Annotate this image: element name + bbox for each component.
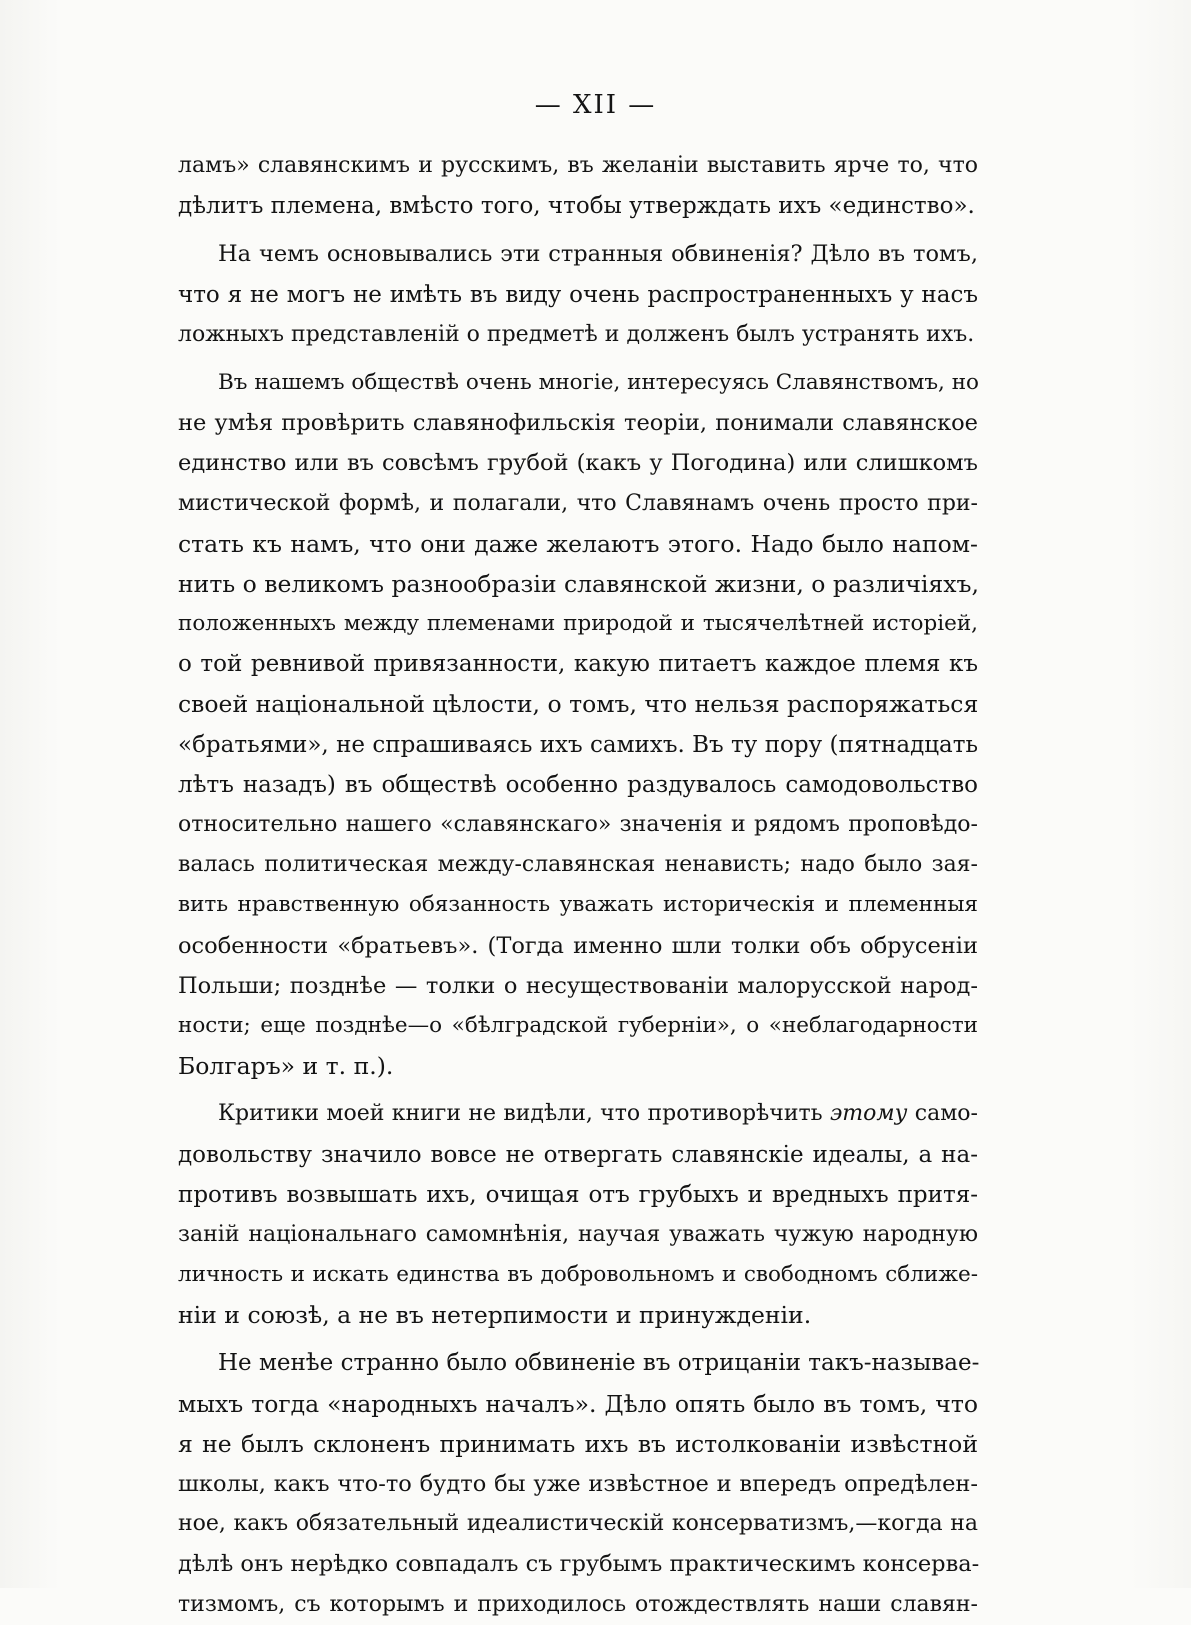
text-line: о той ревнивой привязанности, какую питаетъ каждое племя къ <box>178 651 978 678</box>
paragraph-4 <box>178 1094 978 1335</box>
paragraph-2 <box>178 234 978 355</box>
text-line: тизмомъ, съ которымъ и приходилось отождествлять наши славян- <box>178 1591 978 1617</box>
text-line: лѣтъ назадъ) въ обществѣ особенно раздувалось самодовольство <box>178 771 978 798</box>
page-number-header: — XII — <box>534 90 657 120</box>
paragraph-3 <box>178 363 978 1086</box>
text-line: я не былъ склоненъ принимать ихъ въ истолкованіи извѣстной <box>178 1429 978 1458</box>
text-line: На чемъ основывались эти странныя обвиненія? Дѣло въ томъ, <box>218 241 978 268</box>
text-line: что я не могъ не имѣть въ виду очень распространенныхъ у насъ <box>178 281 978 308</box>
text-line: нить о великомъ разнообразіи славянской жизни, о различіяхъ, <box>178 569 979 598</box>
text-line: мистической формѣ, и полагали, что Славянамъ очень просто при- <box>178 490 978 516</box>
text-line: дѣлѣ онъ нерѣдко совпадалъ съ грубымъ практическимъ консерва- <box>178 1551 980 1578</box>
text-line: не умѣя провѣрить славянофильскія теоріи, понимали славянское <box>178 410 978 437</box>
text-line: заній національнаго самомнѣнія, научая уважать чужую народную <box>178 1221 978 1247</box>
text-line: довольству значило вовсе не отвергать славянскіе идеалы, а на- <box>178 1141 978 1168</box>
text-line: ное, какъ обязательный идеалистическій консерватизмъ,—когда на <box>178 1511 978 1537</box>
text-line: Въ нашемъ обществѣ очень многіе, интересуясь Славянствомъ, но <box>218 369 979 395</box>
text-line: противъ возвышать ихъ, очищая отъ грубыхъ и вредныхъ притя- <box>178 1181 978 1208</box>
text-line: положенныхъ между племенами природой и тысячелѣтней исторіей, <box>178 611 978 637</box>
text-line: Польши; позднѣе — толки о несуществованіи малорусской народ- <box>178 972 978 999</box>
text-line: «братьями», не спрашиваясь ихъ самихъ. Въ ту пору (пятнадцать <box>178 731 978 758</box>
text-line: единство или въ совсѣмъ грубой (какъ у Погодина) или слишкомъ <box>178 450 978 477</box>
text-line: Болгаръ» и т. п.). <box>178 1052 394 1081</box>
text-line: своей національной цѣлости, о томъ, что нельзя распоряжаться <box>178 690 979 719</box>
text-line: мыхъ тогда «народныхъ началъ». Дѣло опять было въ томъ, что <box>178 1389 978 1418</box>
text-line: ности; еще позднѣе—о «бѣлградской губерніи», о «неблагодарности <box>178 1012 978 1038</box>
text-line: дѣлитъ племена, вмѣсто того, чтобы утверждать ихъ «единство». <box>178 193 975 220</box>
text-line: Критики моей книги не видѣли, что противорѣчить этому само- <box>218 1101 978 1127</box>
text-line: относительно нашего «славянскаго» значенія и рядомъ проповѣдо- <box>178 812 978 837</box>
text-line: ніи и союзѣ, а не въ нетерпимости и принужденіи. <box>178 1301 812 1330</box>
text-line: вить нравственную обязанность уважать историческія и племенныя <box>178 892 978 918</box>
body-text <box>178 146 978 1625</box>
text-line: особенности «братьевъ». (Тогда именно шли толки объ обрусеніи <box>178 932 978 959</box>
text-line: ложныхъ представленій о предметѣ и долженъ былъ устранять ихъ. <box>178 321 975 347</box>
emphasized-word: этому <box>829 1101 908 1127</box>
text-line: стать къ намъ, что они даже желаютъ этого. Надо было напом- <box>178 529 978 558</box>
paragraph-5 <box>178 1343 978 1624</box>
text-line: ламъ» славянскимъ и русскимъ, въ желаніи выставить ярче то, что <box>178 153 978 178</box>
paragraph-1 <box>178 146 978 226</box>
text-line: личность и искать единства въ добровольномъ и свободномъ сближе- <box>178 1262 978 1288</box>
text-line: валась политическая между-славянская ненависть; надо было зая- <box>178 852 978 878</box>
text-line: Не менѣе странно было обвиненіе въ отрицаніи такъ-называе- <box>218 1350 980 1377</box>
text-line: школы, какъ что-то будто бы уже извѣстное и впередъ опредѣлен- <box>178 1471 978 1497</box>
